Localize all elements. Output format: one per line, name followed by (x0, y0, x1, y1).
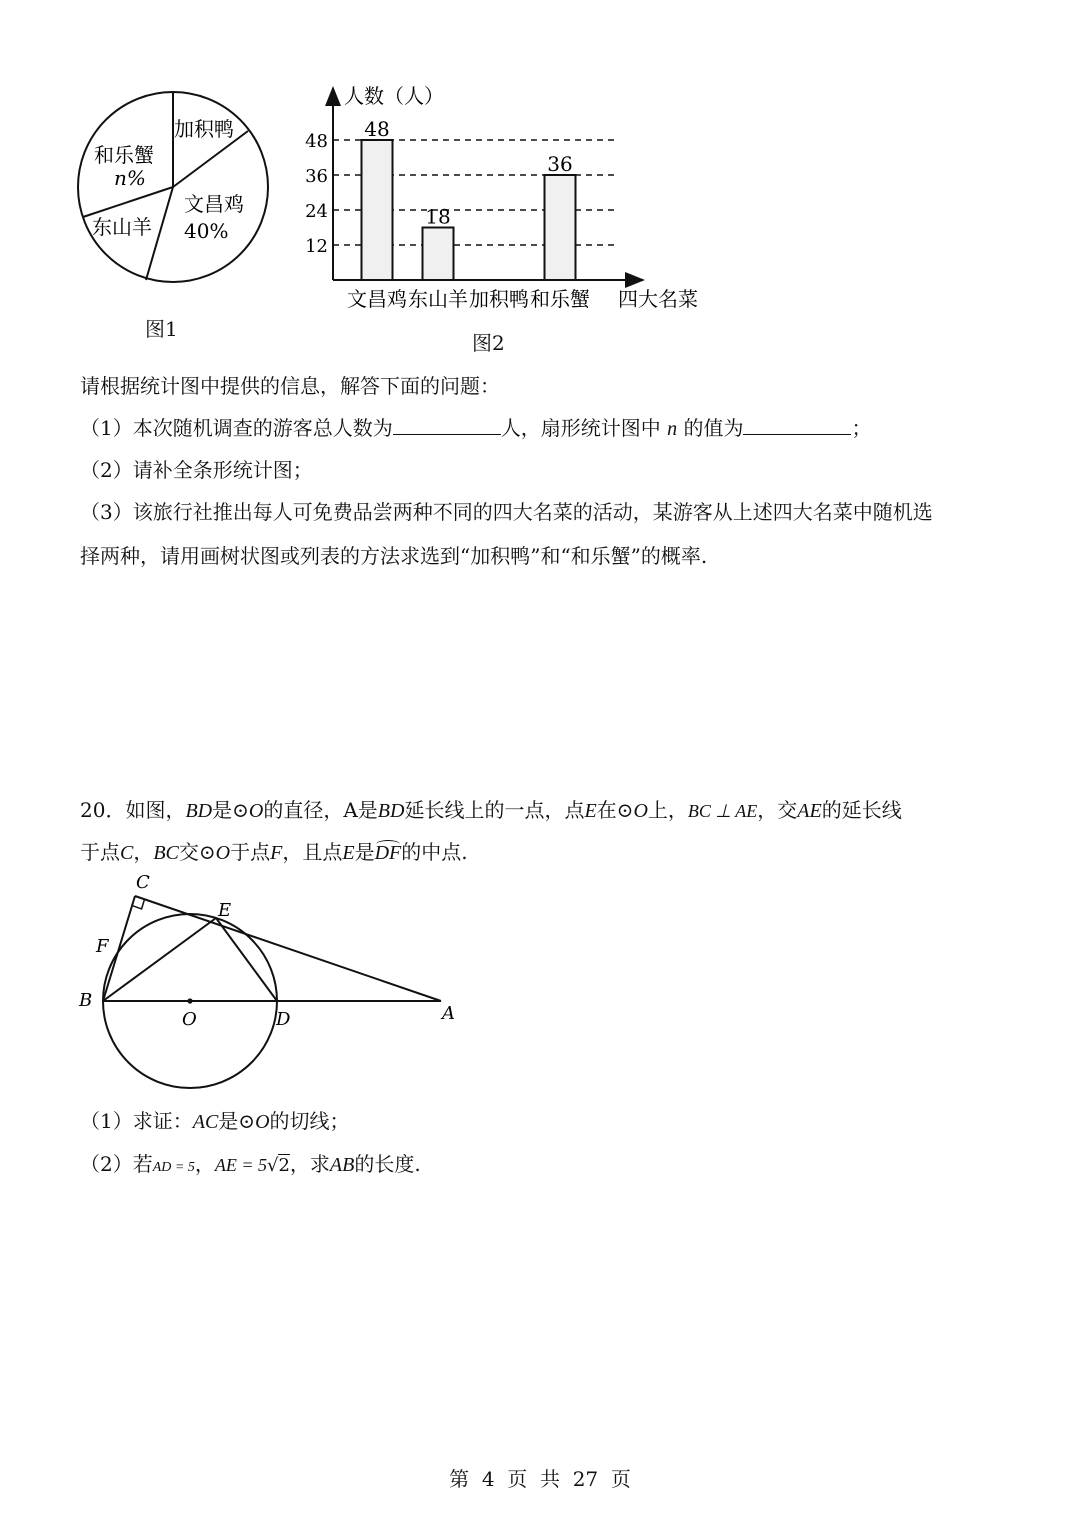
q20-part1 (80, 1105, 350, 1134)
figure1-caption: 图1 (145, 317, 178, 341)
pie-value-heyuexie: n% (114, 166, 146, 190)
math-ad-eq: AD = 5 (152, 1160, 195, 1175)
y-axis-label: 人数（人） (344, 84, 444, 108)
line-ed (216, 918, 277, 1001)
page-footer: 第 4 页 共 27 页 (449, 1467, 631, 1491)
center-point (187, 998, 192, 1003)
q19-part1-text: （1）本次随机调查的游客总人数为 (80, 416, 393, 440)
q20-text: 是⊙ (218, 1109, 256, 1133)
math-ae: AE (797, 800, 822, 822)
q20-line2 (80, 836, 468, 865)
var-n: n (667, 418, 678, 440)
q20-text: （1）求证： (80, 1109, 193, 1133)
q19-part1-text: 人，扇形统计图中 (500, 416, 661, 440)
math-bc-perp-ae: BC ⊥ AE (687, 801, 758, 821)
math-o: O (248, 800, 264, 822)
math-bc: BC (153, 842, 179, 864)
bar-data-label: 36 (547, 152, 573, 176)
label-e: E (218, 900, 232, 921)
q20-text: 交⊙ (178, 840, 216, 864)
y-tick-label: 24 (305, 201, 328, 222)
q20-text: ， (194, 1152, 215, 1176)
q20-line1 (80, 794, 902, 823)
q19-part3-line2: 择两种，请用画树状图或列表的方法求选到“加积鸭”和“和乐蟹”的概率. (80, 544, 708, 568)
q20-text: 在⊙ (596, 798, 634, 822)
label-d: D (276, 1009, 291, 1030)
bar (423, 228, 454, 281)
pie-chart (70, 84, 280, 294)
x-tick-label: 文昌鸡 (347, 287, 407, 311)
sqrt-icon: √ (266, 1155, 279, 1176)
q20-text: 延长线上的一点，点 (404, 798, 585, 822)
figure2-caption: 图2 (472, 331, 505, 355)
x-tick-label: 加积鸭 (469, 287, 529, 311)
pie-label-wenchangji: 文昌鸡 (184, 192, 244, 216)
q20-text: 于点 (230, 840, 271, 864)
q20-text: 的直径，A是 (263, 798, 378, 822)
label-c: C (136, 872, 150, 893)
q19-part2: （2）请补全条形统计图； (80, 458, 313, 482)
pie-divider (83, 187, 173, 217)
math-o: O (633, 800, 648, 822)
math-o: O (255, 1111, 270, 1133)
pie-label-heyuexie: 和乐蟹 (94, 143, 154, 167)
q19-part1-text: ； (851, 416, 872, 440)
q19-part3-line1: （3）该旅行社推出每人可免费品尝两种不同的四大名菜的活动，某游客从上述四大名菜中随机选 (80, 500, 933, 524)
q20-text: （2）若 (80, 1152, 153, 1176)
q19-intro: 请根据统计图中提供的信息，解答下面的问题： (80, 374, 500, 398)
q19-part1 (80, 412, 871, 441)
math-sqrt-arg: 2 (278, 1155, 290, 1176)
math-e: E (584, 800, 597, 822)
q20-text: 是 (354, 840, 375, 864)
math-ab: AB (329, 1154, 355, 1176)
label-o: O (182, 1009, 197, 1030)
q20-text: 的延长线 (821, 798, 902, 822)
x-tick-label: 和乐蟹 (530, 287, 590, 311)
bar-data-label: 18 (425, 204, 451, 229)
q20-text: ，且点 (282, 840, 343, 864)
math-arc-df: DF (374, 842, 402, 864)
answer-blank-total[interactable] (393, 416, 501, 435)
q20-text: 的中点. (401, 840, 468, 864)
math-bd: BD (377, 800, 405, 822)
y-tick-label: 48 (305, 131, 328, 152)
x-tick-label: 东山羊 (408, 287, 468, 311)
q19-part1-text: 的值为 (683, 416, 744, 440)
math-e: E (342, 842, 355, 864)
bar-data-label: 48 (364, 117, 390, 141)
bar (545, 175, 576, 280)
q20-part2 (80, 1148, 421, 1177)
q20-text: ，求 (289, 1152, 330, 1176)
pie-value-wenchangji: 40% (184, 219, 229, 243)
math-o: O (215, 842, 231, 864)
label-b: B (79, 990, 93, 1011)
q20-text: ， (133, 840, 154, 864)
q20-text: 于点 (80, 840, 120, 864)
x-axis-label: 四大名菜 (618, 287, 698, 311)
math-ac: AC (192, 1111, 219, 1133)
label-a: A (442, 1003, 455, 1024)
line-ac (135, 896, 441, 1001)
geometry-figure (70, 862, 470, 1102)
pie-label-dongshanyang: 东山羊 (92, 215, 152, 239)
pie-label-jiajiya: 加积鸭 (174, 117, 234, 141)
y-tick-label: 12 (305, 236, 328, 257)
q20-number: 20．如图， (80, 798, 186, 822)
y-tick-label: 36 (305, 166, 328, 187)
math-bd: BD (185, 800, 213, 822)
q20-text: ，交 (757, 798, 798, 822)
bar (362, 140, 393, 280)
line-be (103, 918, 216, 1001)
math-c: C (120, 842, 134, 864)
label-f: F (96, 936, 109, 957)
bar-chart (295, 78, 715, 318)
q20-text: 的切线； (269, 1109, 350, 1133)
q20-text: 是⊙ (212, 798, 249, 822)
q20-text: 的长度. (354, 1152, 421, 1176)
answer-blank-n[interactable] (743, 416, 851, 435)
math-ae-eq: AE = 5 (214, 1155, 267, 1175)
q20-text: 上， (647, 798, 688, 822)
math-f: F (270, 842, 283, 864)
